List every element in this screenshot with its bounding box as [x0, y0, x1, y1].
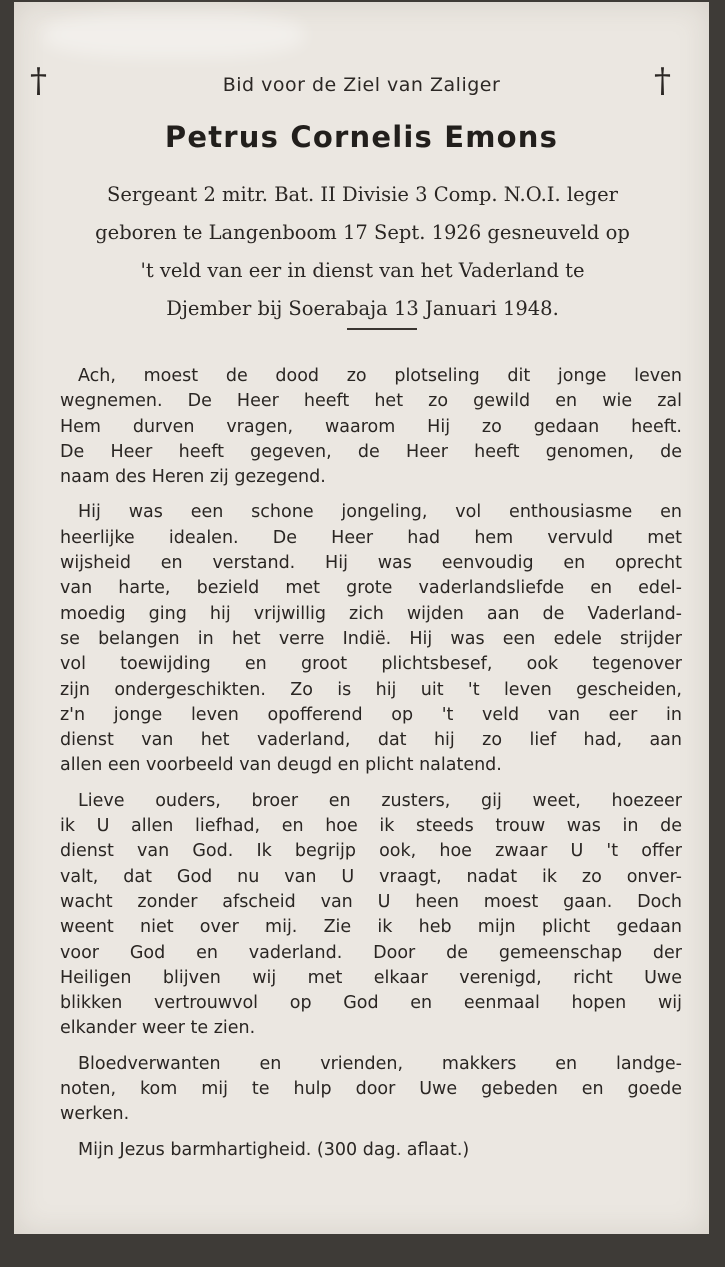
paragraph-character [60, 500, 682, 778]
text-line: ik U allen liefhad, en hoe ik steeds trouw was in de [60, 816, 682, 837]
paragraph-family [60, 789, 682, 1042]
text-line: Lieve ouders, broer en zusters, gij weet, hoezeer [78, 790, 682, 811]
cross-right-icon: † [654, 61, 671, 101]
text-line: Bloedverwanten en vrienden, makkers en landge- [78, 1053, 682, 1074]
divider [347, 328, 417, 330]
memorial-text [60, 364, 682, 1163]
text-line: valt, dat God nu van U vraagt, nadat ik zo onver- [60, 866, 682, 887]
text-line: se belangen in het verre Indië. Hij was een edele strijder [60, 628, 682, 649]
text-line: allen een voorbeeld van deugd en plicht nalatend. [60, 755, 502, 776]
text-line: zijn ondergeschikten. Zo is hij uit 't leven gescheiden, [60, 679, 682, 700]
text-line: Hem durven vragen, waarom Hij zo gedaan heeft. [60, 416, 682, 437]
text-line: moedig ging hij vrijwillig zich wijden aan de Vaderland- [60, 603, 682, 624]
bio-line: geboren te Langenboom 17 Sept. 1926 gesneuveld op [95, 221, 630, 244]
text-line: Ach, moest de dood zo plotseling dit jonge leven [78, 366, 682, 386]
text-line: Hij was een schone jongeling, vol enthousiasme en [78, 502, 682, 523]
paragraph-request [60, 1052, 682, 1128]
text-line: wegnemen. De Heer heeft het zo gewild en wie zal [60, 391, 682, 412]
text-line: wijsheid en verstand. Hij was eenvoudig en oprecht [60, 553, 682, 574]
text-line: heerlijke idealen. De Heer had hem vervuld met [60, 527, 682, 548]
text-line: dienst van het vaderland, dat hij zo lief had, aan [60, 730, 682, 751]
prayer-heading: Bid voor de Ziel van Zaliger [222, 74, 501, 96]
text-line: voor God en vaderland. Door de gemeenschap der [60, 942, 682, 963]
bio-line: Sergeant 2 mitr. Bat. II Divisie 3 Comp. N.O.I. leger [106, 183, 619, 206]
cross-left-icon: † [30, 61, 47, 101]
paragraph-lament [60, 364, 682, 490]
text-line: elkander weer te zien. [60, 1018, 256, 1039]
text-line: z'n jonge leven opofferend op 't veld van eer in [60, 704, 682, 725]
text-line: Heiligen blijven wij met elkaar verenigd, richt Uwe [60, 967, 682, 988]
text-line: van harte, bezield met grote vaderlandsliefde en edel- [60, 578, 682, 599]
text-line: werken. [60, 1104, 130, 1125]
text-line: vol toewijding en groot plichtsbesef, ook tegenover [60, 654, 682, 675]
text-line: noten, kom mij te hulp door Uwe gebeden en goede [60, 1079, 682, 1100]
closing-prayer: Mijn Jezus barmhartigheid. (300 dag. aflaat.) [78, 1139, 470, 1160]
text-line: blikken vertrouwvol op God en eenmaal hopen wij [60, 993, 682, 1014]
deceased-name: Petrus Cornelis Emons [164, 120, 559, 154]
text-line: De Heer heeft gegeven, de Heer heeft genomen, de [60, 441, 682, 462]
biography-block [50, 176, 675, 328]
text-line: naam des Heren zij gezegend. [60, 467, 326, 488]
bio-line: Djember bij Soerabaja 13 Januari 1948. [166, 297, 559, 320]
bio-line: 't veld van eer in dienst van het Vaderland te [140, 259, 585, 282]
memorial-card [14, 2, 709, 1234]
text-line: wacht zonder afscheid van U heen moest gaan. Doch [60, 891, 682, 912]
text-line: weent niet over mij. Zie ik heb mijn plicht gedaan [60, 917, 682, 938]
text-line: dienst van God. Ik begrijp ook, hoe zwaar U 't offer [60, 841, 682, 862]
